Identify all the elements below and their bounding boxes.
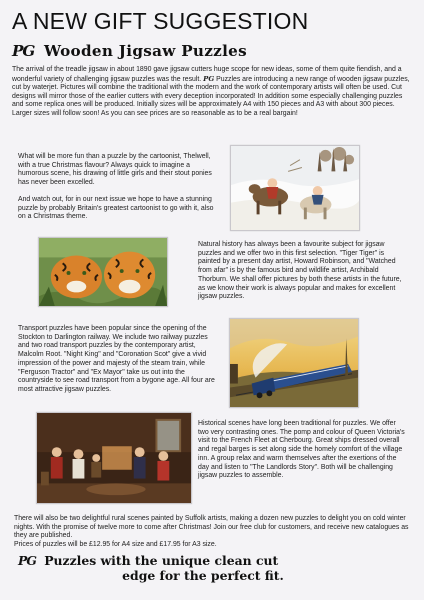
intro-paragraph <box>12 66 414 119</box>
footer-paragraph-1: There will also be two delightful rural scenes painted by Suffolk artists, making a dozen new puzzles to delight you on cold winter nights. With the promise of twelve more to come after Christmas! Join our free club for customers, and receive new catalogues as they are published. <box>14 515 409 540</box>
cartoon-section-text <box>18 153 218 222</box>
cartoon-paragraph-1: What will be more fun than a puzzle by the cartoonist, Thelwell, with a true Christmas flavour? Always quick to imagine a humorous scene, his drawing of little girls and their stout ponies has never been excelled. <box>18 153 212 187</box>
intro-brand: PG <box>203 74 215 83</box>
transport-section-text <box>18 325 218 395</box>
tavern-interior-painting-image <box>36 412 192 504</box>
tagline-line-1: Puzzles with the unique clean cut <box>44 553 279 568</box>
footer-paragraph-2: Prices of puzzles will be £12.95 for A4 size and £17.95 for A3 size. <box>14 540 217 548</box>
cartoon-paragraph-2: And watch out, for in our next issue we hope to have a stunning puzzle by probably Britain's greatest cartoonist to go with it, also on a Christmas theme. <box>18 195 214 221</box>
historical-section-text <box>198 420 408 481</box>
tagline-brand-logo: PG <box>18 553 36 568</box>
intro-part2: Puzzles are introducing a new range of wooden jigsaw puzzles, cut by waterjet. Pictures will combine the traditional with the modern and the work of contemporary artists will often be used. Cut designs will mirror those of the earlier cutters with every deception incorporated! In addition some especially challenging puzzles and some replica ones will be produced. Initially sizes will be approximately A4 with 150 pieces and A3 with about 300 pieces. Larger sizes will follow soon! As you can see prices are so reasonable as to be a real bargain! <box>12 75 410 117</box>
tagline <box>18 553 408 583</box>
intro-part1: The arrival of the treadle jigsaw in about 1890 gave jigsaw cutters huge scope for new ideas, some of them quite fiendish, and a wonderful variety of challenging jigsaw puzzles was the result. <box>12 66 402 83</box>
winter-pony-cartoon-image <box>230 145 360 231</box>
brand-logo: PG <box>12 42 35 60</box>
historical-paragraph: Historical scenes have long been traditional for puzzles. We offer two very contrasting ones. The pomp and colour of Queen Victoria's visit to the French Fleet at Cherbourg. Great ships dressed overall and regal barges is set along side the homely comfort of the village inn. A group relax and warm themselves after the exertions of the day and listen to "The Landlords Story". Both will be challenging jigsaw puzzles to assemble. <box>198 420 405 480</box>
subhead <box>12 42 247 60</box>
headline: A NEW GIFT SUGGESTION <box>12 8 309 34</box>
tiger-painting-image <box>38 237 168 307</box>
transport-paragraph: Transport puzzles have been popular since the opening of the Stockton to Darlington railway. We include two railway puzzles and two road transport puzzles by the contemporary artist, Malcolm Root. "Night King" and "Coronation Scot" give a vivid impression of the power and majesty of the steam train, while "Ferguson Tractor" and "Ex Mayor" take us out into the countryside to see road transport from a bygone age. All four are most attractive jigsaw puzzles. <box>18 325 215 393</box>
footer-text <box>14 515 412 549</box>
tagline-line-2: edge for the perfect fit. <box>122 568 284 583</box>
nature-paragraph: Natural history has always been a favourite subject for jigsaw puzzles and we offer two in this first selection. "Tiger Tiger" is painted by a present day artist, Howard Robinson, and "Watched from afar" is by the famous bird and wildlife artist, Archibald Thorburn. We shall offer pictures by both these artists in the future, as we know their work is always popular and makes for excellent jigsaw puzzles. <box>198 241 402 301</box>
steam-train-painting-image <box>229 318 359 408</box>
nature-section-text <box>198 241 406 302</box>
subhead-text: Wooden Jigsaw Puzzles <box>43 42 247 60</box>
